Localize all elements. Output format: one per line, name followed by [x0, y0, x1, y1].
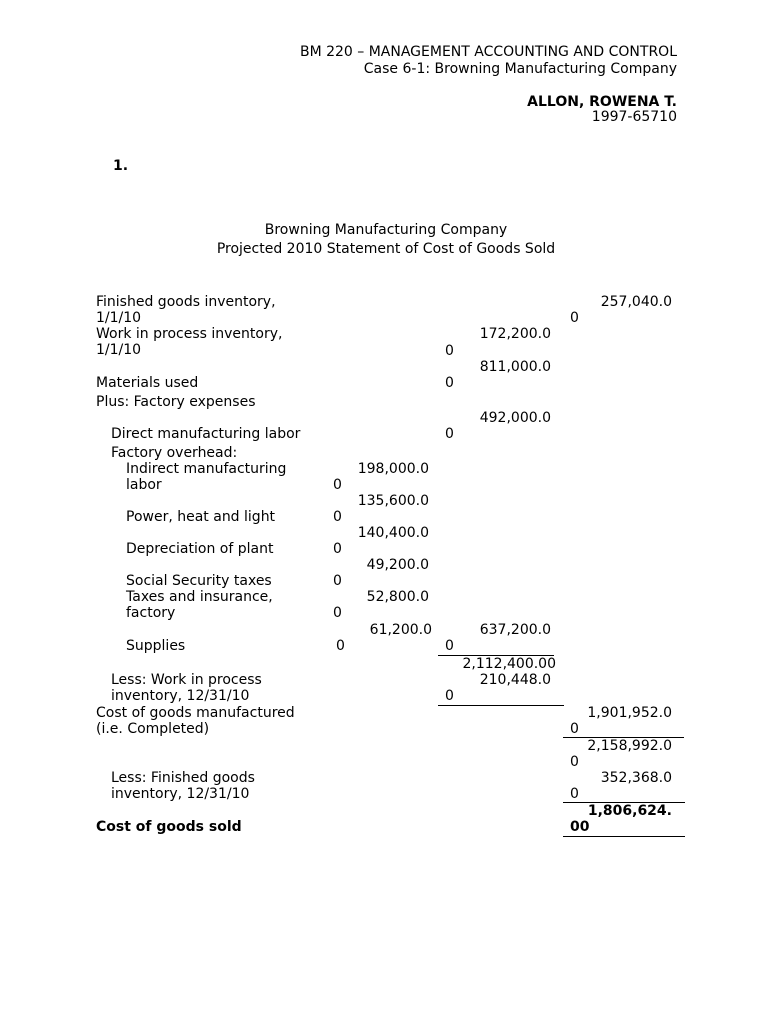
social-security-label: Social Security taxes	[126, 573, 272, 589]
indirect-labor-label-line1: Indirect manufacturing	[126, 461, 287, 477]
direct-labor-value-tail: 0	[445, 426, 454, 442]
overhead-total-value: 637,200.0	[479, 622, 551, 638]
cogm-label-line1: Cost of goods manufactured	[96, 705, 295, 721]
wip-end-label-line2: inventory, 12/31/10	[111, 688, 250, 704]
available-value: 2,158,992.0	[587, 738, 672, 754]
fg-begin-label-line1: Finished goods inventory,	[96, 294, 276, 310]
cogm-value-tail: 0	[570, 721, 579, 737]
supplies-label: Supplies	[126, 638, 186, 654]
plus-factory-label: Plus: Factory expenses	[96, 394, 256, 410]
wip-end-value: 210,448.0	[479, 672, 551, 688]
indirect-labor-value: 198,000.0	[357, 461, 429, 477]
materials-value-tail: 0	[445, 375, 454, 391]
depreciation-value-tail: 0	[333, 541, 342, 557]
fg-end-label-line1: Less: Finished goods	[111, 770, 255, 786]
course-title: BM 220 – MANAGEMENT ACCOUNTING AND CONTROL	[299, 44, 677, 60]
taxes-insurance-value: 52,800.0	[366, 589, 429, 605]
fg-end-value-tail: 0	[570, 786, 579, 802]
cogs-value-tail: 00	[570, 819, 590, 835]
social-security-value-tail: 0	[333, 573, 342, 589]
subtotal-value: 2,112,400.00	[462, 656, 556, 672]
wip-end-value-tail: 0	[445, 688, 454, 704]
section-number: 1.	[113, 158, 129, 174]
cogs-rule	[563, 836, 685, 837]
fg-begin-value: 257,040.0	[600, 294, 672, 310]
power-value-tail: 0	[333, 509, 342, 525]
cogs-label: Cost of goods sold	[96, 819, 242, 835]
wip-end-label-line1: Less: Work in process	[111, 672, 262, 688]
indirect-labor-label-line2: labor	[126, 477, 162, 493]
taxes-insurance-label-line1: Taxes and insurance,	[126, 589, 273, 605]
cogm-label-line2: (i.e. Completed)	[96, 721, 210, 737]
indirect-labor-value-tail: 0	[333, 477, 342, 493]
wip-begin-value: 172,200.0	[479, 326, 551, 342]
fg-begin-value-tail: 0	[570, 310, 579, 326]
cogs-value: 1,806,624.	[587, 803, 672, 819]
social-security-value: 49,200.0	[366, 557, 429, 573]
depreciation-value: 140,400.0	[357, 525, 429, 541]
wip-begin-label-line2: 1/1/10	[96, 342, 142, 358]
direct-labor-label: Direct manufacturing labor	[111, 426, 301, 442]
materials-value: 811,000.0	[479, 359, 551, 375]
overhead-label: Factory overhead:	[111, 445, 238, 461]
author-name: ALLON, ROWENA T.	[527, 94, 677, 110]
case-title: Case 6-1: Browning Manufacturing Company	[363, 61, 677, 77]
student-id: 1997-65710	[591, 109, 677, 125]
materials-label: Materials used	[96, 375, 199, 391]
available-value-tail: 0	[570, 754, 579, 770]
supplies-value: 61,200.0	[369, 622, 432, 638]
supplies-value-tail: 0	[336, 638, 345, 654]
power-value: 135,600.0	[357, 493, 429, 509]
company-name: Browning Manufacturing Company	[264, 222, 508, 238]
overhead-total-value-tail: 0	[445, 638, 454, 654]
taxes-insurance-value-tail: 0	[333, 605, 342, 621]
direct-labor-value: 492,000.0	[479, 410, 551, 426]
cogm-value: 1,901,952.0	[587, 705, 672, 721]
wip-end-rule	[438, 705, 564, 706]
power-label: Power, heat and light	[126, 509, 276, 525]
wip-begin-label-line1: Work in process inventory,	[96, 326, 283, 342]
taxes-insurance-label-line2: factory	[126, 605, 176, 621]
depreciation-label: Depreciation of plant	[126, 541, 274, 557]
wip-begin-value-tail: 0	[445, 343, 454, 359]
fg-begin-label-line2: 1/1/10	[96, 310, 142, 326]
fg-end-value: 352,368.0	[600, 770, 672, 786]
fg-end-label-line2: inventory, 12/31/10	[111, 786, 250, 802]
statement-title: Projected 2010 Statement of Cost of Goods Sold	[216, 241, 556, 257]
